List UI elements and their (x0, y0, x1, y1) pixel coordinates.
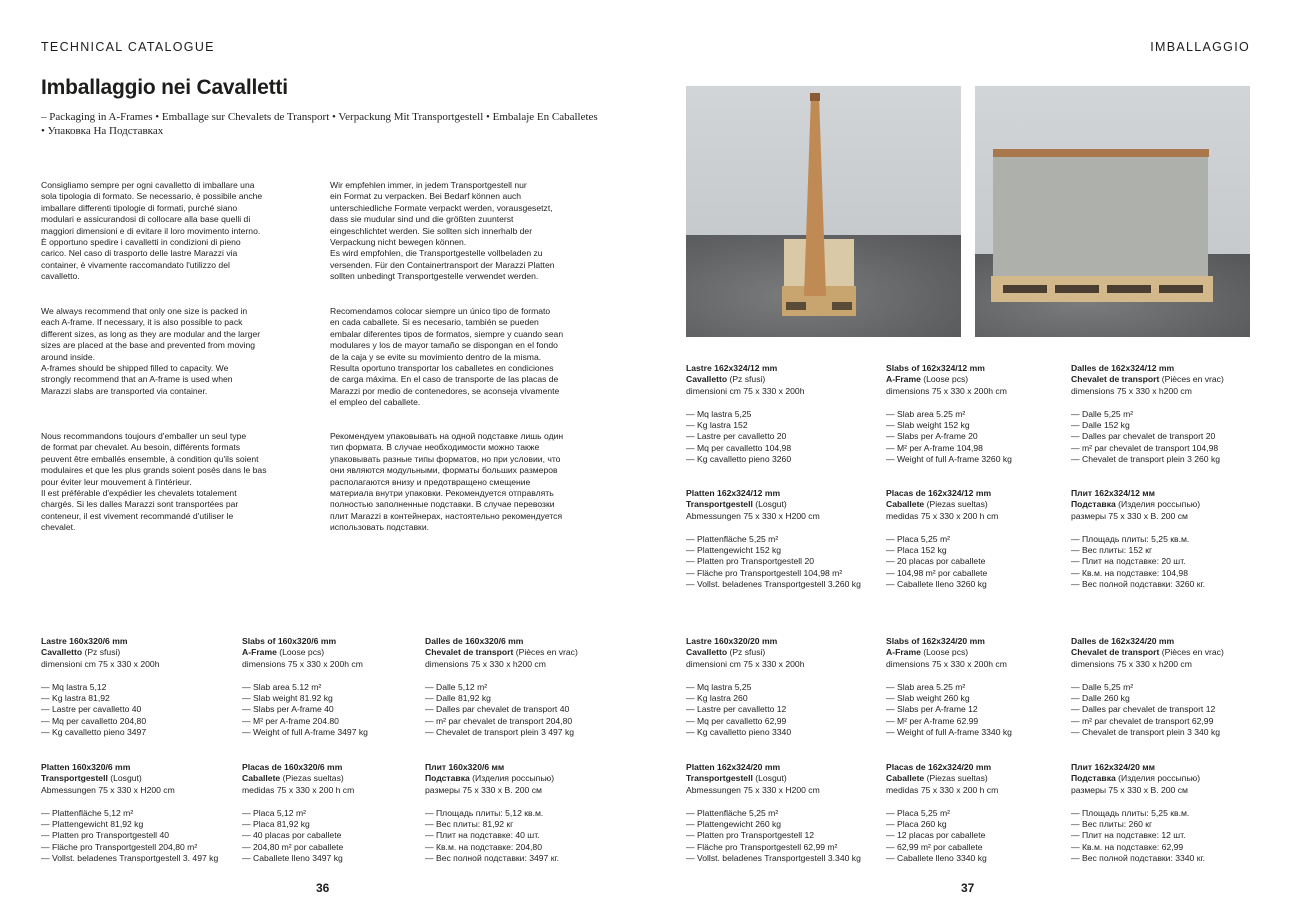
intro-italian (41, 180, 262, 283)
spec-block-162x324-12 (1071, 363, 1224, 466)
paragraph-line: тип формата. В случае необходимости можно также (330, 442, 540, 453)
spec-item: — Slabs per A-frame 12 (886, 704, 978, 715)
spec-type-note: (Piezas sueltas) (924, 773, 988, 784)
spec-dimensions: dimensions 75 x 330 x 200h cm (886, 385, 1007, 396)
spec-item: — Kg cavalletto pieno 3340 (686, 727, 792, 738)
spec-type-note: (Изделия россыпью) (1115, 499, 1201, 510)
spec-item: — Caballete lleno 3260 kg (886, 579, 987, 590)
spec-item: — Dalles par chevalet de transport 20 (1071, 431, 1216, 442)
spec-title: Lastre 160x320/20 mm (686, 636, 778, 646)
paragraph-line: carico. Nel caso di trasporto delle lastre Marazzi via (41, 248, 238, 259)
paragraph-line: Recomendamos colocar siempre un único tipo de formato (330, 306, 551, 316)
spec-dimensions: Abmessungen 75 x 330 x H200 cm (686, 784, 820, 795)
spec-type-name: Chevalet de transport (425, 647, 514, 658)
spec-item: — Weight of full A-frame 3340 kg (886, 727, 1012, 738)
spec-packaging-type (425, 773, 559, 784)
spec-item: — Lastre per cavalletto 40 (41, 704, 142, 715)
paragraph-line: Resulta oportuno transportar los caballetes en condiciones (330, 362, 554, 373)
paragraph-line: ein Format zu verpacken. Bei Bedarf können auch (330, 191, 522, 202)
spec-block-160x320-6 (242, 636, 368, 739)
spec-title: Placas de 162x324/12 mm (886, 488, 992, 498)
paragraph-line: de la caja y se evite su movimiento dentro de la misma. (330, 351, 542, 362)
paragraph-line: de format par chevalet. Au besoin, différents formats (41, 442, 241, 453)
spec-dimensions: размеры 75 x 330 x В. 200 см (425, 784, 542, 795)
paragraph-line: el empleo del caballete. (330, 397, 421, 408)
spec-block-162x324-12 (686, 363, 804, 466)
subtitle-line-1: – Packaging in A-Frames • Emballage sur Chevalets de Transport • Verpackung Mit Transportgestell • Embalaje En Caballetes (41, 111, 598, 123)
spec-item: — Кв.м. на подставке: 104,98 (1071, 567, 1188, 578)
spec-block-162x324-12 (1071, 488, 1205, 591)
spec-item: — m² par chevalet de transport 104,98 (1071, 442, 1219, 453)
spec-packaging-type (425, 647, 578, 658)
paragraph-line: chargés. Si les dalles Marazzi sont transportées par (41, 499, 239, 510)
paragraph-line: Verpackung nicht bewegen können. (330, 236, 467, 247)
paragraph-line: cavalletto. (41, 271, 80, 282)
paragraph-line: Marazzi por medio de contenedores, se aconseja vivamente (330, 385, 560, 396)
spec-item: — Platten pro Transportgestell 12 (686, 830, 815, 841)
spec-packaging-type (41, 647, 159, 658)
spec-type-note: (Losgut) (107, 773, 142, 784)
spec-item: — Dalles par chevalet de transport 12 (1071, 704, 1216, 715)
spec-type-name: A-Frame (242, 647, 277, 658)
spec-item: — Chevalet de transport plein 3 260 kg (1071, 454, 1221, 465)
spec-dimensions: размеры 75 x 330 x В. 200 см (1071, 784, 1188, 795)
spec-item: — Кв.м. на подставке: 204,80 (425, 841, 542, 852)
spec-item: — 104,98 m² por caballete (886, 567, 988, 578)
spec-dimensions: dimensioni cm 75 x 330 x 200h (686, 385, 805, 396)
spec-packaging-type (41, 773, 218, 784)
spec-block-160x320-6 (242, 762, 354, 865)
spec-type-name: Chevalet de transport (1071, 374, 1160, 385)
paragraph-line: de carga máxima. En el caso de transporte de las placas de (330, 374, 559, 385)
intro-french (41, 431, 267, 534)
page-number-left: 36 (316, 881, 330, 895)
paragraph-line: плит Marazzi в контейнерах, настоятельно рекомендуется (330, 510, 563, 521)
spec-item: — Weight of full A-frame 3497 kg (242, 727, 368, 738)
spec-item: — Dalle 5,12 m² (425, 681, 488, 692)
intro-english (41, 306, 260, 397)
spec-item: — Placa 5,25 m² (886, 533, 950, 544)
spec-item: — Mq lastra 5,25 (686, 408, 752, 419)
spec-item: — Площадь плиты: 5,25 кв.м. (1071, 533, 1190, 544)
paragraph-line: pour éviter leur mouvement à l'intérieur. (41, 476, 192, 487)
spec-type-note: (Pz sfusi) (727, 647, 766, 658)
running-header-left: TECHNICAL CATALOGUE (41, 40, 215, 54)
page-number-right: 37 (961, 881, 975, 895)
spec-type-note: (Изделия россыпью) (1115, 773, 1201, 784)
spec-block-162x324-20 (1071, 636, 1224, 739)
spec-title: Плит 160x320/6 мм (425, 762, 505, 772)
spec-dimensions: Abmessungen 75 x 330 x H200 cm (686, 510, 820, 521)
spec-block-160x320-6 (41, 636, 159, 739)
spec-item: — Platten pro Transportgestell 20 (686, 556, 815, 567)
spec-type-name: Transportgestell (686, 499, 753, 510)
spec-dimensions: medidas 75 x 330 x 200 h cm (242, 784, 355, 795)
spec-item: — Placa 5,12 m² (242, 807, 306, 818)
spec-type-name: Transportgestell (686, 773, 753, 784)
spec-item: — Plattenfläche 5,25 m² (686, 807, 779, 818)
spec-item: — Dalle 81,92 kg (425, 693, 491, 704)
spec-type-name: Подставка (1071, 773, 1116, 784)
spec-item: — M² per A-frame 104,98 (886, 442, 983, 453)
spec-title: Placas de 162x324/20 mm (886, 762, 992, 772)
spec-item: — Platten pro Transportgestell 40 (41, 830, 170, 841)
paragraph-line: en cada caballete. Si es necesario, también se pueden (330, 317, 539, 328)
paragraph-line: modulaires et que les plus grands soient posés dans le bas (41, 465, 267, 476)
spec-type-name: Cavalletto (686, 374, 728, 385)
spec-block-162x324-20 (886, 762, 998, 865)
paragraph-line: imballare differenti tipologie di formati, purché siano (41, 202, 238, 213)
spec-item: — Dalle 260 kg (1071, 693, 1130, 704)
spec-dimensions: dimensions 75 x 330 x 200h cm (886, 658, 1007, 669)
spec-packaging-type (886, 374, 1012, 385)
paragraph-line: Es wird empfohlen, die Transportgestelle vollbeladen zu (330, 248, 543, 259)
intro-spanish (330, 306, 563, 409)
spec-item: — Fläche pro Transportgestell 104,98 m² (686, 567, 843, 578)
spec-packaging-type (686, 773, 861, 784)
spec-item: — Placa 81,92 kg (242, 819, 310, 830)
spec-title: Плит 162x324/20 мм (1071, 762, 1156, 772)
spec-item: — Mq per cavalletto 104,98 (686, 442, 792, 453)
paragraph-line: each A-frame. If necessary, it is also possible to pack (41, 317, 243, 328)
spec-title: Platten 162x324/20 mm (686, 762, 781, 772)
spec-type-note: (Losgut) (752, 773, 787, 784)
paragraph-line: использовать подставки. (330, 522, 430, 533)
spec-title: Dalles de 160x320/6 mm (425, 636, 524, 646)
spec-item: — Площадь плиты: 5,12 кв.м. (425, 807, 544, 818)
spec-item: — Placa 152 kg (886, 545, 947, 556)
subtitle (41, 110, 641, 138)
spec-packaging-type (886, 647, 1012, 658)
spec-type-name: Caballete (886, 499, 925, 510)
spec-title: Platten 162x324/12 mm (686, 488, 781, 498)
spec-type-name: Chevalet de transport (1071, 647, 1160, 658)
spec-type-name: Caballete (242, 773, 281, 784)
spec-type-name: Cavalletto (41, 647, 83, 658)
subtitle-line-2: • Упаковка На Подставках (41, 125, 164, 137)
page-title: Imballaggio nei Cavalletti (41, 76, 288, 99)
spec-item: — Kg lastra 81,92 (41, 693, 110, 704)
spec-packaging-type (686, 499, 861, 510)
spec-dimensions: dimensions 75 x 330 x h200 cm (1071, 658, 1192, 669)
spec-item: — Dalle 152 kg (1071, 420, 1130, 431)
spec-item: — Slab weight 260 kg (886, 693, 970, 704)
running-header-right: IMBALLAGGIO (1150, 40, 1250, 54)
spec-item: — 40 placas por caballete (242, 830, 342, 841)
spec-item: — m² par chevalet de transport 62,99 (1071, 715, 1214, 726)
spec-item: — Площадь плиты: 5,25 кв.м. (1071, 807, 1190, 818)
spec-title: Dalles de 162x324/12 mm (1071, 363, 1175, 373)
spec-title: Lastre 162x324/12 mm (686, 363, 778, 373)
spec-type-note: (Pz sfusi) (82, 647, 121, 658)
spec-title: Dalles de 162x324/20 mm (1071, 636, 1175, 646)
paragraph-line: maggiori dimensioni e di evitare il loro movimento interno. (41, 225, 261, 236)
paragraph-line: Рекомендуем упаковывать на одной подставке лишь один (330, 431, 564, 441)
spec-item: — Vollst. beladenes Transportgestell 3.260 kg (686, 579, 861, 590)
spec-item: — m² par chevalet de transport 204,80 (425, 715, 573, 726)
spec-block-162x324-12 (686, 488, 861, 591)
spec-item: — Вес полной подставки: 3260 кг. (1071, 579, 1205, 590)
spec-packaging-type (1071, 647, 1224, 658)
spec-item: — Caballete lleno 3340 kg (886, 853, 987, 864)
spec-item: — Вес полной подставки: 3497 кг. (425, 853, 559, 864)
paragraph-line: È opportuno spedire i cavalletti in condizioni di pieno (41, 236, 241, 247)
paragraph-line: versenden. Für den Containertransport der Marazzi Platten (330, 259, 555, 270)
spec-type-name: Caballete (886, 773, 925, 784)
intro-russian (330, 431, 563, 534)
spec-type-name: A-Frame (886, 374, 921, 385)
spec-item: — Dalle 5,25 m² (1071, 681, 1134, 692)
spec-dimensions: dimensioni cm 75 x 330 x 200h (686, 658, 805, 669)
spec-item: — Plattengewicht 260 kg (686, 819, 782, 830)
spec-packaging-type (242, 647, 368, 658)
spec-block-162x324-20 (886, 636, 1012, 739)
paragraph-line: располагаются внизу и предотвращено смещение (330, 476, 531, 487)
paragraph-line: eingeschlichtet werden. Sie sollten sich innerhalb der (330, 225, 533, 236)
spec-type-name: Transportgestell (41, 773, 108, 784)
spec-dimensions: Abmessungen 75 x 330 x H200 cm (41, 784, 175, 795)
spec-item: — Вес полной подставки: 3340 кг. (1071, 853, 1205, 864)
spec-dimensions: medidas 75 x 330 x 200 h cm (886, 510, 999, 521)
spec-item: — Plattengewicht 81,92 kg (41, 819, 144, 830)
spec-type-name: Cavalletto (686, 647, 728, 658)
paragraph-line: Wir empfehlen immer, in jedem Transportgestell nur (330, 180, 527, 190)
spec-item: — Кв.м. на подставке: 62,99 (1071, 841, 1184, 852)
spec-dimensions: dimensioni cm 75 x 330 x 200h (41, 658, 160, 669)
spec-block-162x324-20 (1071, 762, 1205, 865)
spec-packaging-type (1071, 499, 1205, 510)
spec-item: — Вес плиты: 152 кг (1071, 545, 1153, 556)
spec-type-note: (Pièces en vrac) (513, 647, 578, 658)
spec-title: Slabs of 162x324/12 mm (886, 363, 985, 373)
paragraph-line: sola tipologia di formato. Se necessario, è possibile anche (41, 191, 263, 202)
spec-item: — M² per A-frame 204.80 (242, 715, 339, 726)
spec-item: — Kg cavalletto pieno 3260 (686, 454, 792, 465)
spec-item: — Plattenfläche 5,12 m² (41, 807, 134, 818)
photo-a-frame-side-view (686, 86, 961, 337)
spec-type-note: (Pièces en vrac) (1159, 647, 1224, 658)
spec-item: — Kg lastra 260 (686, 693, 748, 704)
paragraph-line: modulari e assicurandosi di collocare alla base quelli di (41, 214, 251, 225)
spec-item: — Dalle 5,25 m² (1071, 408, 1134, 419)
spec-item: — 20 placas por caballete (886, 556, 986, 567)
paragraph-line: unterschiedliche Formate verpackt werden, vorausgesetzt, (330, 202, 553, 213)
spec-item: — Плит на подставке: 40 шт. (425, 830, 540, 841)
spec-item: — Mq per cavalletto 62,99 (686, 715, 787, 726)
spec-title: Lastre 160x320/6 mm (41, 636, 128, 646)
spec-block-162x324-12 (886, 488, 998, 591)
spec-item: — Placa 5,25 m² (886, 807, 950, 818)
spec-type-note: (Losgut) (752, 499, 787, 510)
paragraph-line: strongly recommend that an A-frame is used when (41, 374, 233, 385)
spec-item: — Вес плиты: 81,92 кг (425, 819, 514, 830)
spec-item: — M² per A-frame 62.99 (886, 715, 979, 726)
spec-type-note: (Piezas sueltas) (924, 499, 988, 510)
paragraph-line: container, è vivamente raccomandato l'utilizzo del (41, 259, 230, 270)
spec-item: — 62,99 m² por caballete (886, 841, 983, 852)
spec-type-note: (Loose pcs) (920, 374, 969, 385)
spec-type-note: (Piezas sueltas) (280, 773, 344, 784)
paragraph-line: modulares y los de mayor tamaño se dispongan en el fondo (330, 340, 558, 351)
spec-item: — Kg lastra 152 (686, 420, 748, 431)
spec-title: Placas de 160x320/6 mm (242, 762, 343, 772)
spec-item: — Chevalet de transport plein 3 497 kg (425, 727, 575, 738)
spec-packaging-type (686, 647, 804, 658)
spec-type-note: (Изделия россыпью) (469, 773, 555, 784)
paragraph-line: sizes are placed at the base and prevented from moving (41, 340, 256, 351)
spec-item: — Slab area 5.12 m² (242, 681, 322, 692)
spec-item: — Dalles par chevalet de transport 40 (425, 704, 570, 715)
paragraph-line: Il est préférable d'expédier les chevalets totalement (41, 487, 237, 498)
spec-item: — Fläche pro Transportgestell 62,99 m² (686, 841, 838, 852)
spec-item: — Slabs per A-frame 40 (242, 704, 334, 715)
paragraph-line: полностью заполненные подставки. В случае перевозки (330, 499, 555, 510)
spec-item: — Weight of full A-frame 3260 kg (886, 454, 1012, 465)
spec-item: — Плит на подставке: 20 шт. (1071, 556, 1186, 567)
spec-title: Slabs of 162x324/20 mm (886, 636, 985, 646)
spec-item: — Lastre per cavalletto 12 (686, 704, 787, 715)
paragraph-line: We always recommend that only one size is packed in (41, 306, 248, 316)
paragraph-line: chevalet. (41, 522, 76, 533)
spec-block-160x320-6 (425, 636, 578, 739)
spec-item: — Plattenfläche 5,25 m² (686, 533, 779, 544)
paragraph-line: embalar diferentes tipos de formatos, siempre y cuando sean (330, 328, 564, 339)
spec-item: — Slab weight 152 kg (886, 420, 970, 431)
spec-type-note: (Pièces en vrac) (1159, 374, 1224, 385)
spec-item: — Vollst. beladenes Transportgestell 3. 497 kg (41, 853, 219, 864)
spec-dimensions: dimensions 75 x 330 x 200h cm (242, 658, 363, 669)
paragraph-line: sollten unbedingt Transportgestelle verwendet werden. (330, 271, 539, 282)
spec-item: — Fläche pro Transportgestell 204,80 m² (41, 841, 198, 852)
spec-block-162x324-20 (686, 762, 861, 865)
spec-block-162x324-12 (886, 363, 1012, 466)
spec-packaging-type (686, 374, 804, 385)
photo-a-frame-front-view (975, 86, 1250, 337)
spec-packaging-type (886, 773, 998, 784)
spec-item: — Mq lastra 5,25 (686, 681, 752, 692)
paragraph-line: A-frames should be shipped filled to capacity. We (41, 362, 229, 373)
intro-german (330, 180, 555, 283)
spec-packaging-type (1071, 374, 1224, 385)
spec-item: — Caballete lleno 3497 kg (242, 853, 343, 864)
spec-item: — Kg cavalletto pieno 3497 (41, 727, 147, 738)
spec-type-note: (Pz sfusi) (727, 374, 766, 385)
paragraph-line: Nous recommandons toujours d'emballer un seul type (41, 431, 247, 441)
spec-item: — 204,80 m² por caballete (242, 841, 344, 852)
spec-item: — Slab area 5.25 m² (886, 681, 966, 692)
paragraph-line: different sizes, as long as they are modular and the larger (41, 328, 261, 339)
spec-block-160x320-6 (41, 762, 218, 865)
spec-item: — Slab area 5.25 m² (886, 408, 966, 419)
spec-item: — Plattengewicht 152 kg (686, 545, 782, 556)
paragraph-line: conteneur, il est vivement recommandé d'utiliser le (41, 510, 234, 521)
spec-item: — Плит на подставке: 12 шт. (1071, 830, 1186, 841)
paragraph-line: around inside. (41, 351, 95, 362)
spec-block-160x320-6 (425, 762, 559, 865)
paragraph-line: упаковывать разные типы форматов, но при условии, что (330, 453, 561, 464)
spec-item: — Вес плиты: 260 кг (1071, 819, 1153, 830)
paragraph-line: материала внутри упаковки. Рекомендуется отправлять (330, 487, 554, 498)
paragraph-line: Consigliamo sempre per ogni cavalletto di imballare una (41, 180, 255, 190)
spec-packaging-type (242, 773, 354, 784)
paragraph-line: они являются модульными, форматы больших размеров (330, 465, 558, 476)
spec-type-note: (Loose pcs) (920, 647, 969, 658)
spec-item: — Slab weight 81.92 kg (242, 693, 333, 704)
spec-item: — Placa 260 kg (886, 819, 947, 830)
paragraph-line: peuvent être emballés ensemble, à condition qu'ils soient (41, 453, 259, 464)
spec-item: — Slabs per A-frame 20 (886, 431, 978, 442)
spec-type-name: A-Frame (886, 647, 921, 658)
spec-type-note: (Loose pcs) (276, 647, 325, 658)
spec-type-name: Подставка (1071, 499, 1116, 510)
spec-item: — Mq lastra 5,12 (41, 681, 107, 692)
spec-type-name: Подставка (425, 773, 470, 784)
spec-dimensions: dimensions 75 x 330 x h200 cm (1071, 385, 1192, 396)
paragraph-line: Marazzi slabs are transported via container. (41, 385, 208, 396)
spec-dimensions: medidas 75 x 330 x 200 h cm (886, 784, 999, 795)
spec-dimensions: dimensions 75 x 330 x h200 cm (425, 658, 546, 669)
paragraph-line: dass sie mudular sind und die größten zuunterst (330, 214, 514, 225)
spec-item: — Chevalet de transport plein 3 340 kg (1071, 727, 1221, 738)
spec-dimensions: размеры 75 x 330 x В. 200 см (1071, 510, 1188, 521)
spec-title: Плит 162x324/12 мм (1071, 488, 1156, 498)
spec-block-162x324-20 (686, 636, 804, 739)
spec-title: Platten 160x320/6 mm (41, 762, 131, 772)
spec-title: Slabs of 160x320/6 mm (242, 636, 337, 646)
spec-packaging-type (1071, 773, 1205, 784)
spec-item: — 12 placas por caballete (886, 830, 986, 841)
spec-item: — Vollst. beladenes Transportgestell 3.340 kg (686, 853, 861, 864)
spec-packaging-type (886, 499, 998, 510)
spec-item: — Mq per cavalletto 204,80 (41, 715, 147, 726)
spec-item: — Lastre per cavalletto 20 (686, 431, 787, 442)
